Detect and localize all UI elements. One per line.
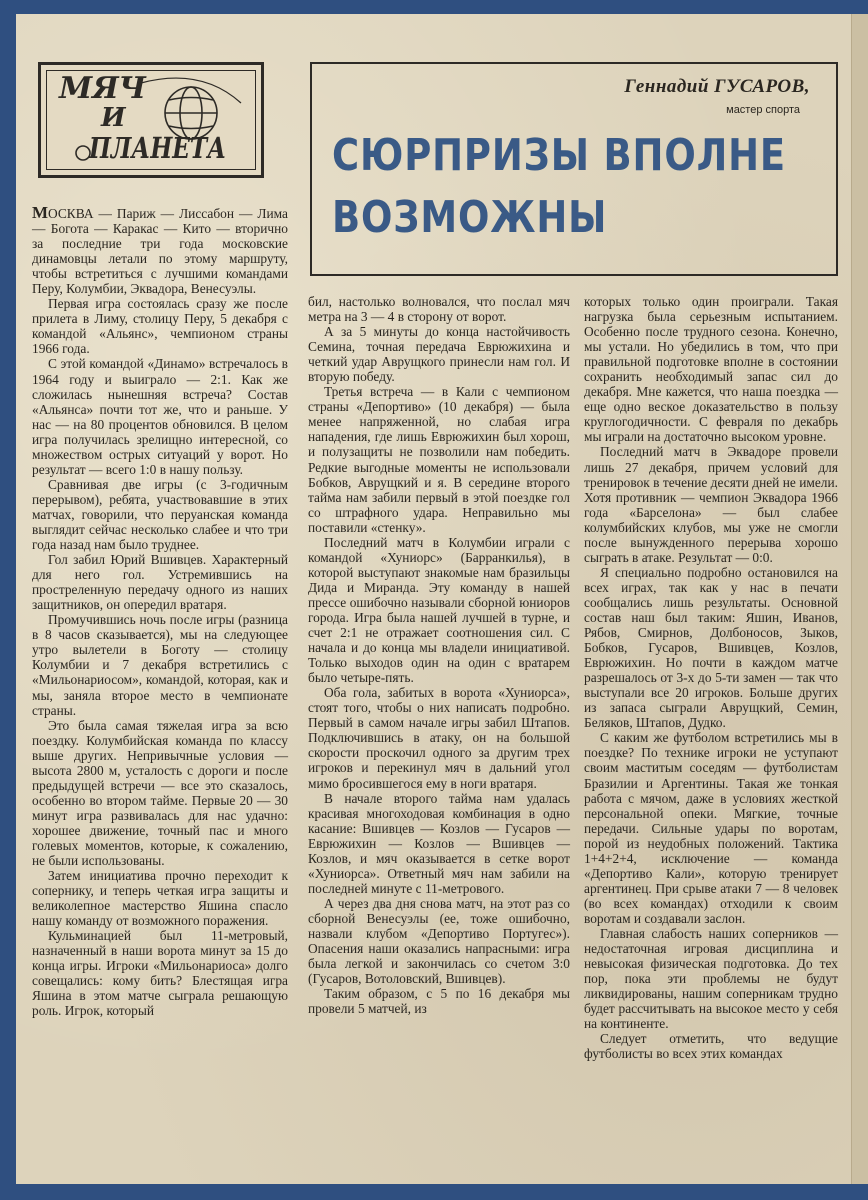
article-title-line-2: ВОЗМОЖНЫ (332, 192, 608, 243)
paragraph: Следует отметить, что ведущие футболисты во всех этих командах (584, 1031, 838, 1062)
paragraph: Последний матч в Эквадоре провели лишь 27 декабря, причем условий для тренировок в течение десяти дней не имели. Хотя противник — чемпион Эквадора 1966 года «Барселона» — был слабее колумбийских клубов, мы уже не смогли после вынужденного перерыва хорошо сыграть в атаке. Результат — 0:0. (584, 444, 838, 565)
paragraph: С этой командой «Динамо» встречалось в 1964 году и выиграло — 2:1. Как же сложилась нынешняя встреча? Состав «Альянса» почти тот же, что и раньше. У нас — на 80 процентов обновился. В целом игра получилась зрелищно интересной, со множеством острых ситуаций у ворот. Но результат — всего 1:0 в нашу пользу. (32, 356, 288, 477)
paragraph: А за 5 минуты до конца настойчивость Семина, точная передача Еврюжихина и четкий удар Аврущкого принесли нам гол. И вторую победу. (308, 324, 570, 385)
dropcap: М (32, 203, 49, 222)
text-column-1 (32, 205, 288, 1019)
paragraph: Последний матч в Колумбии играли с командой «Хуниорс» (Барранкилья), в которой выступают знакомые нам бразильцы Дида и Миранда. Эту команду в нашей прессе ошибочно называли сборной юниоров города. Игра была нашей лучшей в турне, и счет 2:1 не отражает соотношения сил. С начала и до конца мы владели инициативой. Только выходов один на один с вратарем было четыре-пять. (308, 534, 570, 686)
paragraph: Гол забил Юрий Вшивцев. Характерный для него гол. Устремившись на простреленную передачу одного из наших защитников, он опередил вратаря. (32, 552, 288, 613)
paragraph (32, 205, 288, 296)
paragraph: А через два дня снова матч, на этот раз со сборной Венесуэлы (ее, тоже ошибочно, назвали клубом «Депортиво Португес»). Опасения наши оказались напрасными: игра была легкой и закончилась со счетом 3:0 (Гусаров, Вотоловский, Вшивцев). (308, 895, 570, 987)
text-column-2 (308, 294, 570, 1016)
paragraph-text: ОСКВА — Париж — Лиссабон — Лима — Богота — Каракас — Кито — вторично за последние три года московские динамовцы летали по этому маршруту, чтобы встретиться с лучшими командами Перу, Колумбии, Эквадора, Венесуэлы. (32, 206, 288, 297)
author-rank: мастер спорта (726, 104, 800, 116)
paragraph: Затем инициатива прочно переходит к сопернику, и теперь четкая игра защиты и великолепное мастерство Яшина спасло нашу команду от возможного поражения. (32, 868, 288, 929)
headline-box (310, 62, 838, 276)
page-bottom-border (0, 1184, 868, 1200)
rubric-logo (38, 62, 264, 178)
paragraph: Кульминацией был 11-метровый, назначенный в наши ворота минут за 15 до конца игры. Игроки «Мильонариоса» долго совещались: кому бить? Блестящая игра Яшина в этом матче сыграла решающую роль. Игрок, который (32, 928, 288, 1019)
paragraph: Промучившись ночь после игры (разница в 8 часов сказывается), мы на следующее утро вылетели в Боготу — столицу Колумбии и 7 декабря встретились с «Мильонариосом», командой, которая, как и мы, заняла второе место в чемпионате страны. (32, 612, 288, 718)
paragraph: которых только один проиграли. Такая нагрузка была серьезным испытанием. Особенно после трудного сезона. Конечно, мы устали. Но убедились в том, что при правильной подготовке вполне в состоянии сохранить необходимый запас сил до декабря. Мне кажется, что наша поездка — еще одно веское доказательство в пользу круглогодичности. С февраля по декабрь мы играли на достаточно высоком уровне. (584, 294, 838, 445)
article-title-line-1: СЮРПРИЗЫ ВПОЛНЕ (332, 130, 786, 181)
page-top-border (0, 0, 868, 14)
rubric-line-1: МЯЧ (59, 71, 147, 106)
paragraph: С каким же футболом встретились мы в поездке? По технике игроки не уступают своим маститым соседям — футболистам Бразилии и Аргентины. Такая же тонкая работа с мячом, даже в условиях жесткой персональной опеки. Мягкие, точные передачи. Сильные удары по воротам, порой из неудобных положений. Тактика 1+4+2+4, исключение — команда «Депортиво Кали», которую тренирует аргентинец. При срыве атаки 7 — 8 человек (во всех командах) отходили к своим воротам и создавали заслон. (584, 730, 838, 926)
paragraph: Таким образом, с 5 по 16 декабря мы провели 5 матчей, из (308, 986, 570, 1017)
paragraph: Первая игра состоялась сразу же после прилета в Лиму, столицу Перу, 5 декабря с командой «Альянс», чемпионом страны 1966 года. (32, 296, 288, 357)
paragraph: Сравнивая две игры (с 3-годичным перерывом), ребята, участвовавшие в этих матчах, говорили, что перуанская команда выглядит сейчас несколько слабее и что три года назад нам было труднее. (32, 476, 288, 553)
page-left-border (0, 0, 16, 1200)
paragraph: Оба гола, забитых в ворота «Хуниорса», стоят того, чтобы о них написать подробно. Первый в самом начале игры забил Штапов. Подключившись в атаку, он на большой скорости проскочил одного за другим трех игроков и перекинул мяч в дальний угол мимо бросившегося ему в ноги вратаря. (308, 685, 570, 791)
rubric-line-2: И (101, 103, 126, 133)
text-column-3 (584, 294, 838, 1061)
adjacent-page-edge (851, 14, 868, 1184)
author-name: Геннадий ГУСАРОВ, (624, 76, 810, 97)
paragraph: бил, настолько волновался, что послал мяч метра на 3 — 4 в сторону от ворот. (308, 294, 570, 325)
rubric-line-3: ПЛАНЕТА (89, 131, 227, 165)
paragraph: Главная слабость наших соперников — недостаточная игровая дисциплина и невысокая физическая подготовка. До тех пор, пока эти проблемы не будут ликвидированы, нашим соперникам трудно будет рассчитывать на высокое место у себя на континенте. (584, 925, 838, 1032)
paragraph: Третья встреча — в Кали с чемпионом страны «Депортиво» (10 декабря) — была менее напряженной, но слабая игра нападения, где лишь Еврюжихин был хорош, и полузащиты не позволили нам победить. Редкие выгодные моменты не использовали Бобков, Аврущкий и я. В середине второго тайма нам забили первый в этой поездке гол со штрафного удара. Неправильно мы поставили «стенку». (308, 384, 570, 535)
paragraph: В начале второго тайма нам удалась красивая многоходовая комбинация в одно касание: Вшивцев — Козлов — Гусаров — Еврюжихин — Козлов — Вшивцев — Козлов, и мяч оказывается в сетке ворот «Хуниорса». Ответный мяч нам забили на последней минуте с 11-метрового. (308, 790, 570, 896)
paragraph: Я специально подробно остановился на всех играх, так как у нас в печати сообщались лишь результаты. Основной состав наш был таким: Яшин, Иванов, Рябов, Смирнов, Долбоносов, Зыков, Бобков, Гусаров, Вшивцев, Козлов, Еврюжихин. Но почти в каждом матче разрешалось от 3-х до 5-ти замен — так что выступали все 20 игроков. Больше других из запаса сыграли Аврущкий, Семин, Беляков, Штапов, Дудко. (584, 564, 838, 731)
paragraph: Это была самая тяжелая игра за всю поездку. Колумбийская команда по классу выше других. Непривычные условия — высота 2800 м, усталость с дороги и после предыдущей встречи — все это сказалось, особенно во втором тайме. Первые 20 — 30 минут игра развивалась для нас удачно: хорошее движение, точный пас и много голевых моментов, которые, к сожалению, не были использованы. (32, 717, 288, 869)
